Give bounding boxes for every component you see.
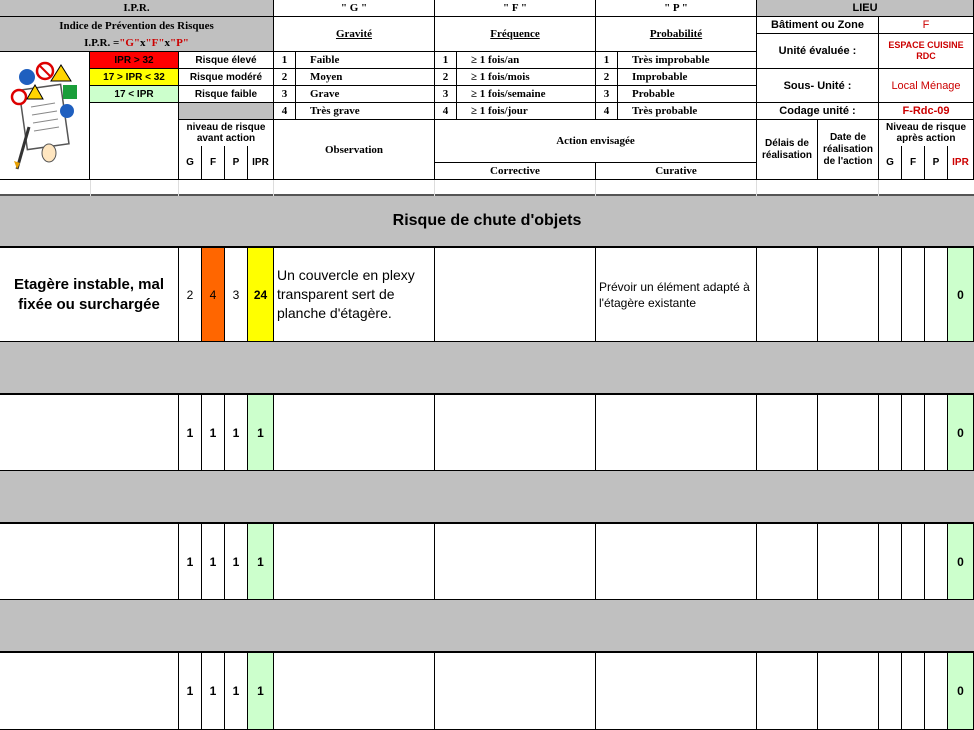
row2-curative[interactable] [596,395,757,471]
row1-ipr-after: 0 [948,248,974,342]
row4-curative[interactable] [596,653,757,730]
header-avant-p: P [225,146,248,180]
row2-g[interactable]: 1 [179,395,202,471]
row1-g[interactable]: 2 [179,248,202,342]
lieu-zone-value: F [879,17,974,34]
row2-observation[interactable] [274,395,435,471]
legend-range-medium: 17 > IPR < 32 [90,69,179,86]
scale-g-num-2: 2 [274,69,296,86]
lieu-unite-label: Unité évaluée : [757,34,879,69]
row2-p[interactable]: 1 [225,395,248,471]
row3-observation[interactable] [274,524,435,600]
header-apres-p: P [925,146,948,180]
row4-p[interactable]: 1 [225,653,248,730]
legend-label-medium: Risque modéré [179,69,274,86]
row2-risk[interactable] [0,395,179,471]
row1-risk[interactable]: Etagère instable, mal fixée ou surchargée [0,248,179,342]
scale-g-num-1: 1 [274,52,296,69]
row3-f-after[interactable] [902,524,925,600]
scale-p-header: " P " [596,0,757,17]
row2-g-after[interactable] [879,395,902,471]
scale-p-num-1: 1 [596,52,618,69]
row3-corrective[interactable] [435,524,596,600]
formula-g: "G" [119,36,141,49]
formula-f: "F" [145,36,165,49]
row2-ipr: 1 [248,395,274,471]
row3-curative[interactable] [596,524,757,600]
row3-ipr-after: 0 [948,524,974,600]
lieu-title: LIEU [757,0,974,17]
header-corrective: Corrective [435,163,596,180]
row1-p[interactable]: 3 [225,248,248,342]
scale-g-title [274,17,435,52]
row1-delais[interactable] [757,248,818,342]
lieu-sous-value: Local Ménage [879,69,974,103]
row1-g-after[interactable] [879,248,902,342]
row2-f-after[interactable] [902,395,925,471]
scale-f-num-2: 2 [435,69,457,86]
ipr-subtitle [0,17,274,34]
scale-p-num-4: 4 [596,103,618,120]
scale-p-val-4: Très probable [618,103,757,120]
scale-p-val-3: Probable [618,86,757,103]
header-avant-f: F [202,146,225,180]
scale-f-val-2: ≥ 1 fois/mois [457,69,596,86]
legend-blank [90,103,179,180]
formula-x1: x [140,36,146,49]
header-apres-g: G [879,146,902,180]
scale-p-val-2: Improbable [618,69,757,86]
lieu-sous-label: Sous- Unité : [757,69,879,103]
scale-p-num-3: 3 [596,86,618,103]
legend-label-low: Risque faible [179,86,274,103]
legend-label-high: Risque élevé [179,52,274,69]
row3-f[interactable]: 1 [202,524,225,600]
row2-delais[interactable] [757,395,818,471]
row2-f[interactable]: 1 [202,395,225,471]
row2-p-after[interactable] [925,395,948,471]
lieu-codage-label: Codage unité : [757,103,879,120]
row1-p-after[interactable] [925,248,948,342]
header-curative: Curative [596,163,757,180]
row3-ipr: 1 [248,524,274,600]
row4-p-after[interactable] [925,653,948,730]
separator-row-3 [0,600,974,653]
header-avant-action: niveau de risque avant action [179,120,274,146]
row4-delais[interactable] [757,653,818,730]
row3-risk[interactable] [0,524,179,600]
scale-p-val-1: Très improbable [618,52,757,69]
header-delais: Délais de réalisation [757,120,818,180]
row3-date[interactable] [818,524,879,600]
formula-prefix: I.P.R. = [84,36,120,49]
legend-range-low: 17 < IPR [90,86,179,103]
scale-g-val-4: Très grave [296,103,435,120]
header-apres-f: F [902,146,925,180]
row1-f-after[interactable] [902,248,925,342]
section-title: Risque de chute d'objets [0,196,974,248]
scale-f-header: " F " [435,0,596,17]
row3-p-after[interactable] [925,524,948,600]
scale-g-num-4: 4 [274,103,296,120]
row4-corrective[interactable] [435,653,596,730]
scale-f-val-4: ≥ 1 fois/jour [457,103,596,120]
row2-ipr-after: 0 [948,395,974,471]
separator-row-1 [0,342,974,395]
row3-delais[interactable] [757,524,818,600]
scale-g-val-1: Faible [296,52,435,69]
scale-g-header: " G " [274,0,435,17]
row1-corrective[interactable] [435,248,596,342]
scale-g-title-text: Gravité [335,28,373,40]
spacer-row [0,180,974,196]
header-avant-g: G [179,146,202,180]
scale-f-val-3: ≥ 1 fois/semaine [457,86,596,103]
header-date: Date de réalisation de l'action [818,120,879,180]
legend-range-high: IPR > 32 [90,52,179,69]
legend-gray-cell [179,103,274,120]
header-apres-action: Niveau de risque après action [879,120,974,146]
row4-f[interactable]: 1 [202,653,225,730]
lieu-zone-label: Bâtiment ou Zone [757,17,879,34]
scale-g-val-2: Moyen [296,69,435,86]
row1-ipr: 24 [248,248,274,342]
ipr-subtitle-text: Indice de Prévention des Risques [59,19,214,32]
lieu-unite-value: ESPACE CUISINE RDC [879,34,974,69]
row4-g[interactable]: 1 [179,653,202,730]
scale-f-num-1: 1 [435,52,457,69]
row3-p[interactable]: 1 [225,524,248,600]
lieu-codage-value: F-Rdc-09 [879,103,974,120]
row2-corrective[interactable] [435,395,596,471]
scale-f-val-1: ≥ 1 fois/an [457,52,596,69]
formula-p: "P" [169,36,189,49]
scale-g-val-3: Grave [296,86,435,103]
row4-g-after[interactable] [879,653,902,730]
scale-f-num-4: 4 [435,103,457,120]
row2-date[interactable] [818,395,879,471]
separator-row-2 [0,471,974,524]
ipr-title: I.P.R. [0,0,274,17]
header-action-envisagee: Action envisagée [435,120,757,163]
formula-x2: x [164,36,170,49]
row3-g-after[interactable] [879,524,902,600]
row1-date[interactable] [818,248,879,342]
row1-observation[interactable]: Un couvercle en plexy transparent sert de planche d'étagère. [274,248,435,342]
ipr-formula [0,34,274,52]
row3-g[interactable]: 1 [179,524,202,600]
row4-ipr: 1 [248,653,274,730]
scale-p-num-2: 2 [596,69,618,86]
header-avant-ipr: IPR [248,146,274,180]
row4-f-after[interactable] [902,653,925,730]
scale-f-title-text: Fréquence [490,28,540,40]
scale-p-title [596,17,757,52]
safety-signs-illustration-icon [0,52,90,180]
header-apres-ipr: IPR [948,146,974,180]
row4-ipr-after: 0 [948,653,974,730]
scale-g-num-3: 3 [274,86,296,103]
row4-risk[interactable] [0,653,179,730]
row1-curative[interactable]: Prévoir un élément adapté à l'étagère existante [596,248,757,342]
scale-f-title [435,17,596,52]
row1-f[interactable]: 4 [202,248,225,342]
row4-date[interactable] [818,653,879,730]
row4-observation[interactable] [274,653,435,730]
scale-f-num-3: 3 [435,86,457,103]
scale-p-title-text: Probabilité [649,28,703,40]
header-observation: Observation [274,120,435,180]
